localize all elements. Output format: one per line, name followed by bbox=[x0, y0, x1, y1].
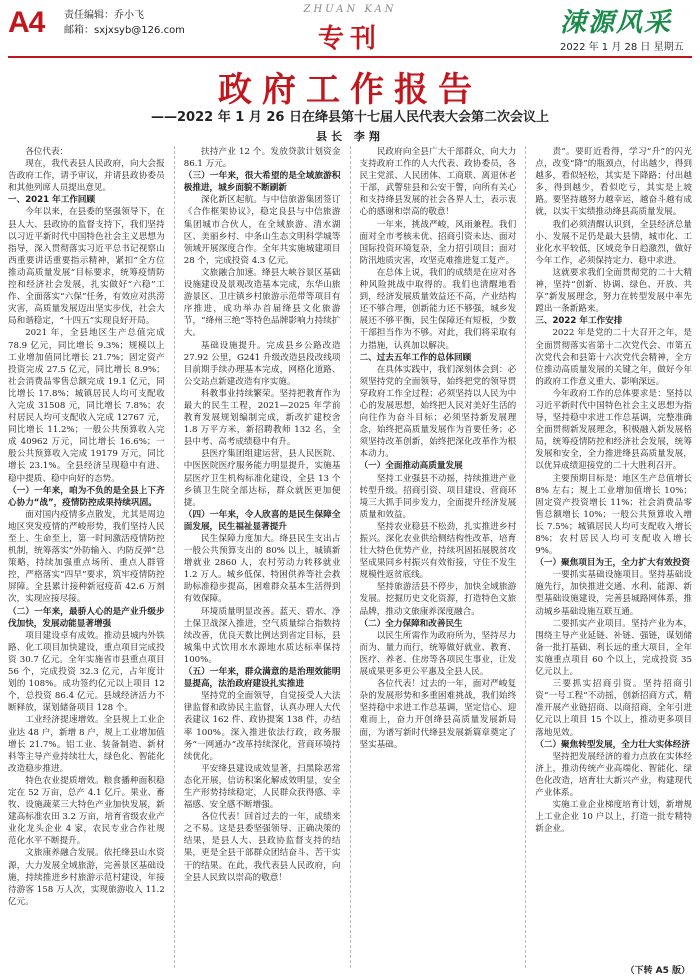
section-heading: （一）聚焦项目为王，全力扩大有效投资 bbox=[535, 558, 690, 569]
paragraph: 2022 年是党的二十大召开之年，是全面贯彻落实省第十二次党代会、市第五次党代会和县第十六次党代会精神，全方位推动高质量发展的关键之年，做好今年的政府工作意义重大、影响深远。 bbox=[535, 328, 692, 387]
issue-date: 2022 年 1 月 28 日 星期五 bbox=[560, 42, 684, 53]
paragraph: 各位代表！回首过去的一年，成绩来之不易。这是县委坚强领导、正确决策的结果，是县人大、县政协监督支持的结果，更是全县干部群众团结奋斗、苦干实干的结果。在此，我代表县人民政府，向全县人民致以崇高的敬意！ bbox=[183, 812, 341, 883]
paragraph: 在总体上说，我们的成绩是在应对各种风险挑战中取得的。我们也清醒地看到，经济发展质量效益还不高，产业结构还不够合理，创新能力还不够强，城乡发展还不够平衡，民生保障还有短板，少数干部担当作为不够。对此，我们将采取有力措施，认真加以解决。 bbox=[359, 267, 517, 351]
text-column bbox=[8, 146, 165, 968]
paragraph: 今年政府工作的总体要求是：坚持以习近平新时代中国特色社会主义思想为指导，坚持稳中求进工作总基调，完整准确全面贯彻新发展理念，积极融入新发展格局，统筹疫情防控和经济社会发展，统筹发展和安全，全力推进绛县高质量发展，以优异成绩迎接党的二十大胜利召开。 bbox=[535, 388, 692, 472]
editor-email: 邮箱：sxjxsyb@126.com bbox=[64, 25, 185, 36]
paragraph: 责”。要盯近看得，学习“升”的闪光点，改变“降”的瓶颈点，付出越少，得到越多，看似轻松，其实是下降路；付出越多，得到越少，看似吃亏，其实是上坡路。要坚持越努力越幸运，越奋斗越有成就，以实干实绩推动绛县高质量发展。 bbox=[535, 147, 692, 218]
section-heading: 三、2022 年工作安排 bbox=[535, 316, 623, 327]
paragraph: 坚持旅游活县不停步，加快全域旅游发展。挖掘历史文化资源，打造特色文旅品牌，推动文旅康养深度融合。 bbox=[359, 582, 517, 617]
column-divider bbox=[174, 146, 175, 968]
column-divider bbox=[525, 146, 526, 968]
article-subtitle: ——2022 年 1 月 26 日在绛县第十七届人民代表大会第二次会议上 bbox=[151, 110, 549, 125]
continued-note: （下转 A5 版） bbox=[625, 966, 690, 976]
header-rule bbox=[8, 56, 692, 58]
paragraph: 一要抓实基础设施项目。坚持基础设施先行，加快推进交通、水利、能源、新型基础设施建设，完善县城路网体系，推动城乡基础设施互联互通。 bbox=[535, 570, 692, 617]
section-heading: （五）一年来，群众满意的是治理效能明显提高，法治政府建设扎实推进 bbox=[183, 667, 341, 690]
editor-info bbox=[64, 8, 185, 38]
paragraph: 一年来，挑战严峻，风雨兼程。我们面对全市考核未优、招商引资未达、面对国际投资环境复杂，全力招引项目；面对防汛地质灾害，攻坚克难推进复工复产。 bbox=[359, 219, 517, 266]
paragraph: 民生保障力度加大。绛县民生支出占一般公共预算支出的 80% 以上，城镇新增就业 2860 人，农村劳动力转移就业 1.2 万人。城乡低保、特困供养等社会救助标准稳步提高，困难群众基本生活得到有效保障。 bbox=[183, 534, 341, 605]
paragraph: 文旅融合加速。绛县大峡谷景区基础设施建设及景观改造基本完成，东华山旅游景区、卫庄镇乡村旅游示范带等项目有序推进，成功举办首届绛县文化旅游节，“绛州三绝”等特色品牌影响力持续扩大。 bbox=[183, 267, 341, 339]
paragraph: 工业经济提速增效。全县规上工业企业达 48 户，新增 8 户，规上工业增加值增长 21.7%。铝工业、装备制造、新材料等主导产业持续壮大，绿色化、智能化改造稳步推进。 bbox=[8, 715, 165, 774]
paragraph: 坚持党的全面领导，自觉接受人大法律监督和政协民主监督，认真办理人大代表建议 162 件、政协提案 138 件，办结率 100%。深入推进依法行政，政务服务“一网通办”改革持续深化，营商环境持续优化。 bbox=[183, 691, 341, 762]
section-heading: （三）一年来，很大希望的是全域旅游积极推进，城乡面貌不断刷新 bbox=[183, 171, 341, 194]
paragraph: 项目建设卓有成效。推动县城内外铁路、化工项目加快建设，重点项目完成投资 30.7 亿元。全年实施省市县重点项目 56 个，完成投资 32.3 亿元，占年度计划的 108%。成功签约亿元以上项目 12 个，总投资 86.4 亿元。县域经济活力不断释放，谋划储备项目 128 个。 bbox=[8, 630, 165, 714]
paragraph: 扶持产业 12 个。发放贷款计划资金 86.1 万元。 bbox=[183, 147, 341, 170]
paragraph: 环境质量明显改善。蓝天、碧水、净土保卫战深入推进，空气质量综合指数持续改善，优良天数比例达到省定目标，县城集中式饮用水水源地水质达标率保持 100%。 bbox=[183, 606, 341, 665]
section-name-cn: 专刊 bbox=[317, 24, 382, 54]
paragraph: 坚持工业强县不动摇，持续推进产业转型升级。招商引资、项目建设、营商环境三大抓手同步发力，全面提升经济发展质量和效益。 bbox=[359, 473, 517, 520]
paragraph: 现在，我代表县人民政府，向大会报告政府工作，请予审议，并请县政协委员和其他列席人员提出意见。 bbox=[8, 159, 165, 194]
editor-name: 责任编辑：乔小飞 bbox=[64, 10, 144, 21]
article-author: 县长 李翔 bbox=[316, 130, 384, 143]
article-title: 政府工作报告 bbox=[218, 70, 482, 110]
section-heading: （一）一年来，咱为不负的是全县上下齐心协力“战”，疫情防控成果持续巩固。 bbox=[8, 485, 165, 508]
section-name-en: ZHUAN KAN bbox=[303, 4, 397, 15]
paragraph: 以民生所需作为政府所为，坚持尽力而为、量力而行，统筹做好就业、教育、医疗、养老、住房等各项民生事业，让发展成果更多更公平惠及全县人民。 bbox=[359, 630, 517, 678]
page-number: A4 bbox=[8, 6, 45, 39]
paragraph: 今年以来，在县委的坚强领导下，在县人大、县政协的监督支持下，我们坚持以习近平新时代中国特色社会主义思想为指导，深入贯彻落实习近平总书记视察山西重要讲话重要指示精神，紧扣“全方位推动高质量发展”目标要求，统筹疫情防控和经济社会发展，扎实做好“六稳”工作、全面落实“六保”任务，有效应对洪涝灾害，高质量发展迈出坚实步伐，社会大局和谐稳定，“十四五”实现良好开局。 bbox=[8, 207, 165, 327]
paragraph: 民政府向全县广大干部群众，向大力支持政府工作的人大代表、政协委员，各民主党派、人民团体、工商联、离退休老干部，武警驻县和公安干警，向所有关心和支持绛县发展的社会各界人士，表示衷心的感谢和崇高的敬意！ bbox=[359, 147, 517, 218]
paragraph: 各位代表！过去的一年，面对严峻复杂的发展形势和多重困难挑战，我们始终坚持稳中求进工作总基调，坚定信心、迎难而上，奋力开创绛县高质量发展新局面，为谱写新时代绛县发展新篇章奠定了坚实基础。 bbox=[359, 679, 517, 750]
paragraph: 平安绛县建设成效显著，扫黑除恶常态化开展，信访积案化解成效明显，安全生产形势持续稳定，人民群众获得感、幸福感、安全感不断增强。 bbox=[183, 763, 341, 811]
page-header bbox=[0, 0, 700, 58]
paragraph: 基础设施提升。完成县乡公路改造 27.92 公里，G241 升级改造县段改线项目前期手续办理基本完成，网格化道路、公交站点新建改造有序实施。 bbox=[183, 340, 341, 387]
section-heading: （二）全力保障和改善民生 bbox=[359, 618, 463, 629]
paragraph: 文旅康养融合发展。依托绛县山水资源，大力发展全域旅游，完善景区基础设施，持续推进乡村旅游示范村建设，年接待游客 158 万人次，实现旅游收入 11.2 亿元。 bbox=[8, 848, 165, 907]
paragraph: 主要预期目标是：地区生产总值增长 8% 左右；规上工业增加值增长 10%；固定资产投资增长 11%；社会消费品零售总额增长 10%；一般公共预算收入增长 7.5%；城镇居民人均可支配收入增长 8%；农村居民人均可支配收入增长 9%。 bbox=[535, 473, 692, 557]
paragraph: 实施工业企业梯度培育计划，新增规上工业企业 10 户以上，打造一批专精特新企业。 bbox=[535, 800, 692, 835]
paragraph: 这就要求我们全面贯彻党的二十大精神，坚持“创新、协调、绿色、开放、共享”新发展理念，努力在转型发展中率先蹚出一条新路来。 bbox=[535, 267, 692, 315]
paragraph: 2021 年，全县地区生产总值完成 78.9 亿元，同比增长 9.3%；规模以上工业增加值同比增长 21.7%；固定资产投资完成 27.5 亿元，同比增长 8.9%；社会消费品零售总额完成 19.1 亿元，同比增长 17.8%；城镇居民人均可支配收入完成 31508 元，同比增长 7.8%；农村居民人均可支配收入完成 12767 元，同比增长 11.2%；一般公共预算收入完成 40962 万元，同比增长 16.6%；一般公共预算收入完成 19179 万元，同比增长 23.1%。全县经济呈现稳中有进、稳中提质、稳中向好的态势。 bbox=[8, 328, 165, 484]
text-column bbox=[184, 146, 341, 968]
paragraph: 县医疗集团组建运营，县人民医院、中医医院医疗服务能力明显提升，实施基层医疗卫生机构标准化建设，全县 13 个乡镇卫生院全部达标，群众就医更加便捷。 bbox=[183, 449, 341, 508]
paragraph: 坚持农业稳县不松劲，扎实推进乡村振兴。深化农业供给侧结构性改革，培育壮大特色优势产业，持续巩固拓展脱贫攻坚成果同乡村振兴有效衔接，守住不发生规模性返贫底线。 bbox=[359, 521, 517, 581]
section-heading: （二）一年来，最骄人心的是产业升级步伐加快，发展动能显著增强 bbox=[8, 606, 165, 629]
paragraph: 各位代表： bbox=[25, 147, 69, 157]
section-heading: 二、过去五年工作的总体回顾 bbox=[359, 352, 472, 363]
newspaper-brand: 涑源风采 bbox=[560, 8, 673, 38]
section-heading: （二）聚焦转型发展，全力壮大实体经济 bbox=[535, 739, 690, 750]
paragraph: 深化新区起航。与中信旅游集团签订《合作框架协议》，稳定良县与中信旅游集团城市合伙人，在全域旅游、清水湖区、美丽乡村、中条山生态文明科学城等领域开展深度合作。全年共实施城建项目 28 个，完成投资 4.3 亿元。 bbox=[183, 195, 341, 266]
paragraph: 二要抓实产业项目。坚持产业为本，围绕主导产业延链、补链、强链，谋划储备一批打基础、利长远的重大项目，全年实施重点项目 60 个以上，完成投资 35 亿元以上。 bbox=[535, 618, 692, 678]
paragraph: 我们必须清醒认识到，全县经济总量小、发展不足仍是最大县情，城市化、工业化水平较低，区域竞争日趋激烈，做好今年工作，必须保持定力、稳中求进。 bbox=[535, 219, 692, 266]
paragraph: 坚持把发展经济的着力点放在实体经济上，推动传统产业高端化、智能化、绿色化改造，培育壮大新兴产业，构建现代产业体系。 bbox=[535, 751, 692, 798]
article-body bbox=[8, 146, 692, 968]
paragraph: 科教事业持续繁荣。坚持把教育作为最大的民生工程，2021—2025 年学前教育发展规划编制完成，新改扩建校舍 1.8 万平方米，新招聘教师 132 名，全县中考、高考成绩稳中有升。 bbox=[183, 388, 341, 448]
paragraph: 特色农业提质增效。粮食播种面积稳定在 52 万亩，总产 4.1 亿斤。果业、畜牧、设施蔬菜三大特色产业加快发展，新建高标准农田 3.2 万亩，培育省级农业产业化龙头企业 4 家，农民专业合作社规范化水平不断提升。 bbox=[8, 775, 165, 847]
text-column bbox=[535, 146, 692, 968]
section-heading: 一、2021 年工作回顾 bbox=[8, 195, 96, 206]
section-heading: （四）一年来，令人欣喜的是民生保障全面发展，民生福祉显著提升 bbox=[183, 509, 341, 532]
text-column bbox=[360, 146, 517, 968]
section-heading: （一）全面推动高质量发展 bbox=[359, 461, 463, 472]
paragraph: 面对国内疫情多点散发，尤其是周边地区突发疫情的严峻形势，我们坚持人民至上、生命至上，第一时间激活疫情防控机制，统筹落实“外防输入、内防反弹”总策略，持续加强重点场所、重点人群管控，严格落实“四早”要求，筑牢疫情防控屏障。全县累计接种新冠疫苗 42.6 万剂次，实现应接尽接。 bbox=[8, 509, 165, 605]
column-divider bbox=[350, 146, 351, 968]
paragraph: 在具体实践中，我们深刻体会到：必须坚持党的全面领导，始终把党的领导贯穿政府工作全过程；必须坚持以人民为中心的发展思想，始终把人民对美好生活的向往作为奋斗目标；必须坚持新发展理念，始终把高质量发展作为首要任务；必须坚持改革创新，始终把深化改革作为根本动力。 bbox=[359, 364, 517, 460]
paragraph: 三要抓实招商引资。坚持招商引资“一号工程”不动摇，创新招商方式，精准开展产业链招商、以商招商，全年引进亿元以上项目 15 个以上，推动更多项目落地见效。 bbox=[535, 679, 692, 738]
